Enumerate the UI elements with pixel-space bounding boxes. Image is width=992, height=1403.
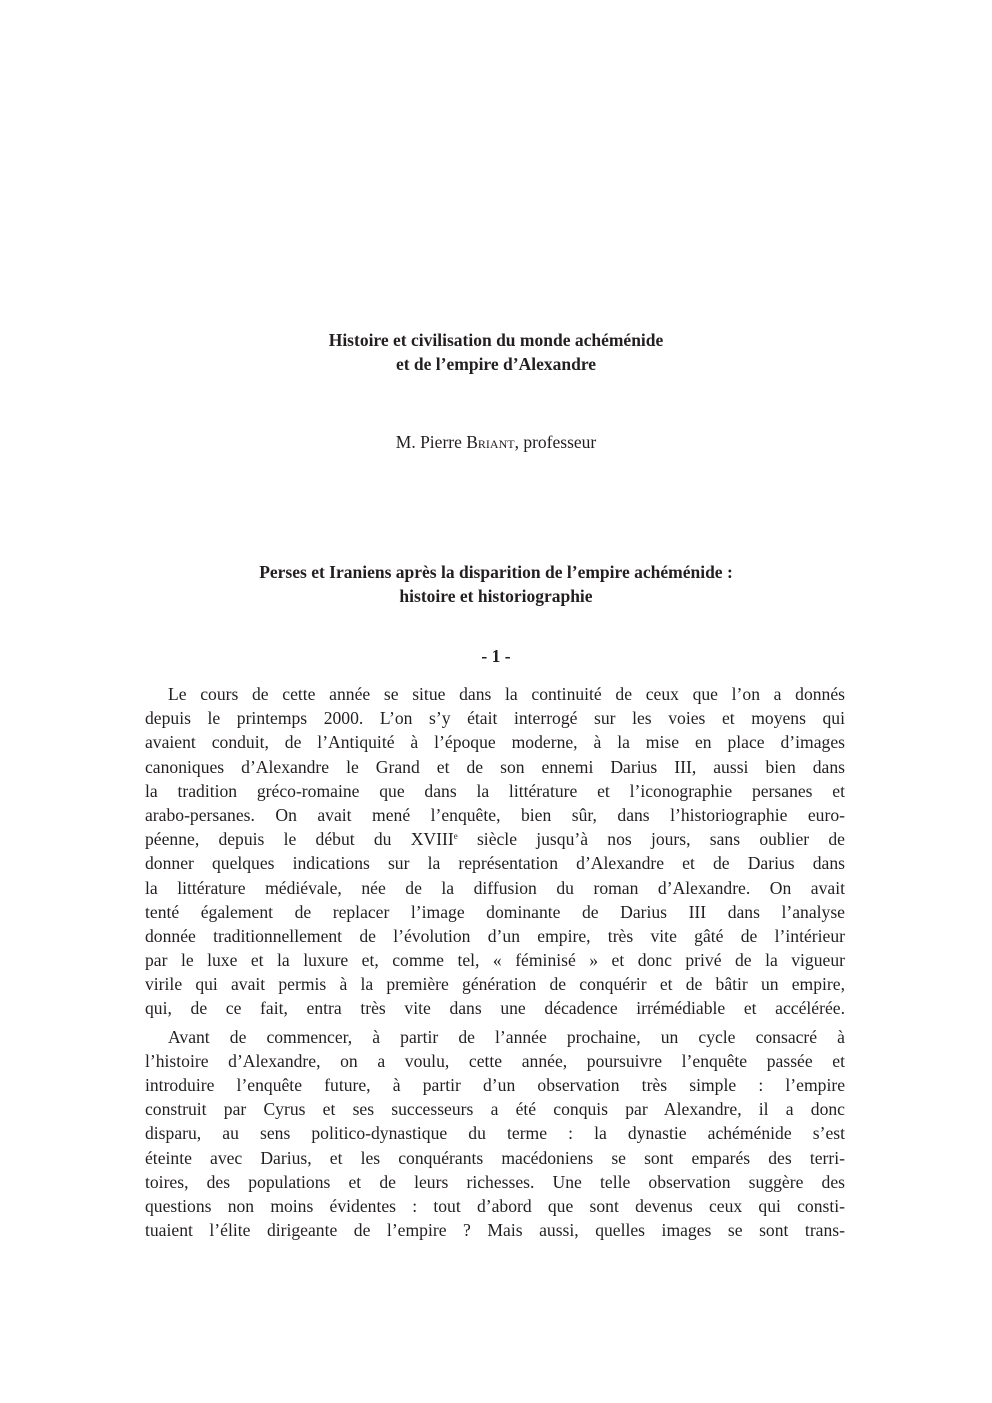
superscript: e <box>453 831 458 842</box>
text-line: par le luxe et la luxure et, comme tel, « féminisé » et donc privé de la vigueur <box>145 950 845 971</box>
text-line: tenté également de replacer l’image dominante de Darius III dans l’analyse <box>145 901 845 922</box>
professor-name <box>0 430 992 454</box>
professor-suffix: , professeur <box>514 432 597 452</box>
course-title-line-2: histoire et historiographie <box>399 586 593 606</box>
text-line: disparu, au sens politico-dynastique du terme : la dynastie achéménide s’est <box>145 1123 845 1144</box>
text-line: éteinte avec Darius, et les conquérants macédoniens se sont emparés des terri- <box>145 1147 845 1168</box>
text-line: canoniques d’Alexandre le Grand et de son ennemi Darius III, aussi bien dans <box>145 756 845 777</box>
text-line-start: péenne, depuis le début du XVIII <box>145 829 454 850</box>
chair-title <box>0 328 992 376</box>
text-line: l’histoire d’Alexandre, on a voulu, cette année, poursuivre l’enquête passée et <box>145 1050 845 1071</box>
course-title <box>0 560 992 608</box>
professor-prefix: M. Pierre <box>395 432 467 452</box>
chair-title-line-2: et de l’empire d’Alexandre <box>395 354 597 374</box>
paragraph <box>145 1025 845 1243</box>
text-line: donner quelques indications sur la représentation d’Alexandre et de Darius dans <box>145 853 845 874</box>
professor-surname: Briant <box>466 432 515 452</box>
text-line: tuaient l’élite dirigeante de l’empire ? Mais aussi, quelles images se sont trans- <box>145 1220 845 1241</box>
text-line: arabo-persanes. On avait mené l’enquête, bien sûr, dans l’historiographie euro- <box>145 804 845 825</box>
text-line-rest: siècle jusqu’à nos jours, sans oublier de <box>457 829 845 850</box>
text-line: toires, des populations et de leurs richesses. Une telle observation suggère des <box>145 1171 845 1192</box>
text-line: virile qui avait permis à la première génération de conquérir et de bâtir un empire, <box>145 974 845 995</box>
text-line: construit par Cyrus et ses successeurs a été conquis par Alexandre, il a donc <box>145 1099 845 1120</box>
paragraph <box>145 682 845 1021</box>
body-text <box>145 682 845 1242</box>
text-line: avaient conduit, de l’Antiquité à l’époque moderne, à la mise en place d’images <box>145 732 845 753</box>
text-line: donnée traditionnellement de l’évolution d’un empire, très vite gâté de l’intérieur <box>145 925 845 946</box>
text-line: questions non moins évidentes : tout d’abord que sont devenus ceux qui consti- <box>145 1195 845 1216</box>
text-line <box>145 827 845 851</box>
text-line: depuis le printemps 2000. L’on s’y était interrogé sur les voies et moyens qui <box>145 708 845 729</box>
course-title-line-1: Perses et Iraniens après la disparition de l’empire achéménide : <box>259 562 733 582</box>
text-line: la tradition gréco-romaine que dans la littérature et l’iconographie persanes et <box>145 780 845 801</box>
section-number: - 1 - <box>481 646 511 666</box>
text-line: Le cours de cette année se situe dans la continuité de ceux que l’on a donnés <box>168 684 845 704</box>
text-line: introduire l’enquête future, à partir d’un observation très simple : l’empire <box>145 1075 845 1095</box>
text-line: qui, de ce fait, entra très vite dans une décadence irrémédiable et accélérée. <box>145 998 845 1019</box>
text-line: la littérature médiévale, née de la diffusion du roman d’Alexandre. On avait <box>145 877 845 898</box>
chair-title-line-1: Histoire et civilisation du monde achéménide <box>328 330 664 350</box>
text-line: Avant de commencer, à partir de l’année prochaine, un cycle consacré à <box>168 1026 845 1047</box>
